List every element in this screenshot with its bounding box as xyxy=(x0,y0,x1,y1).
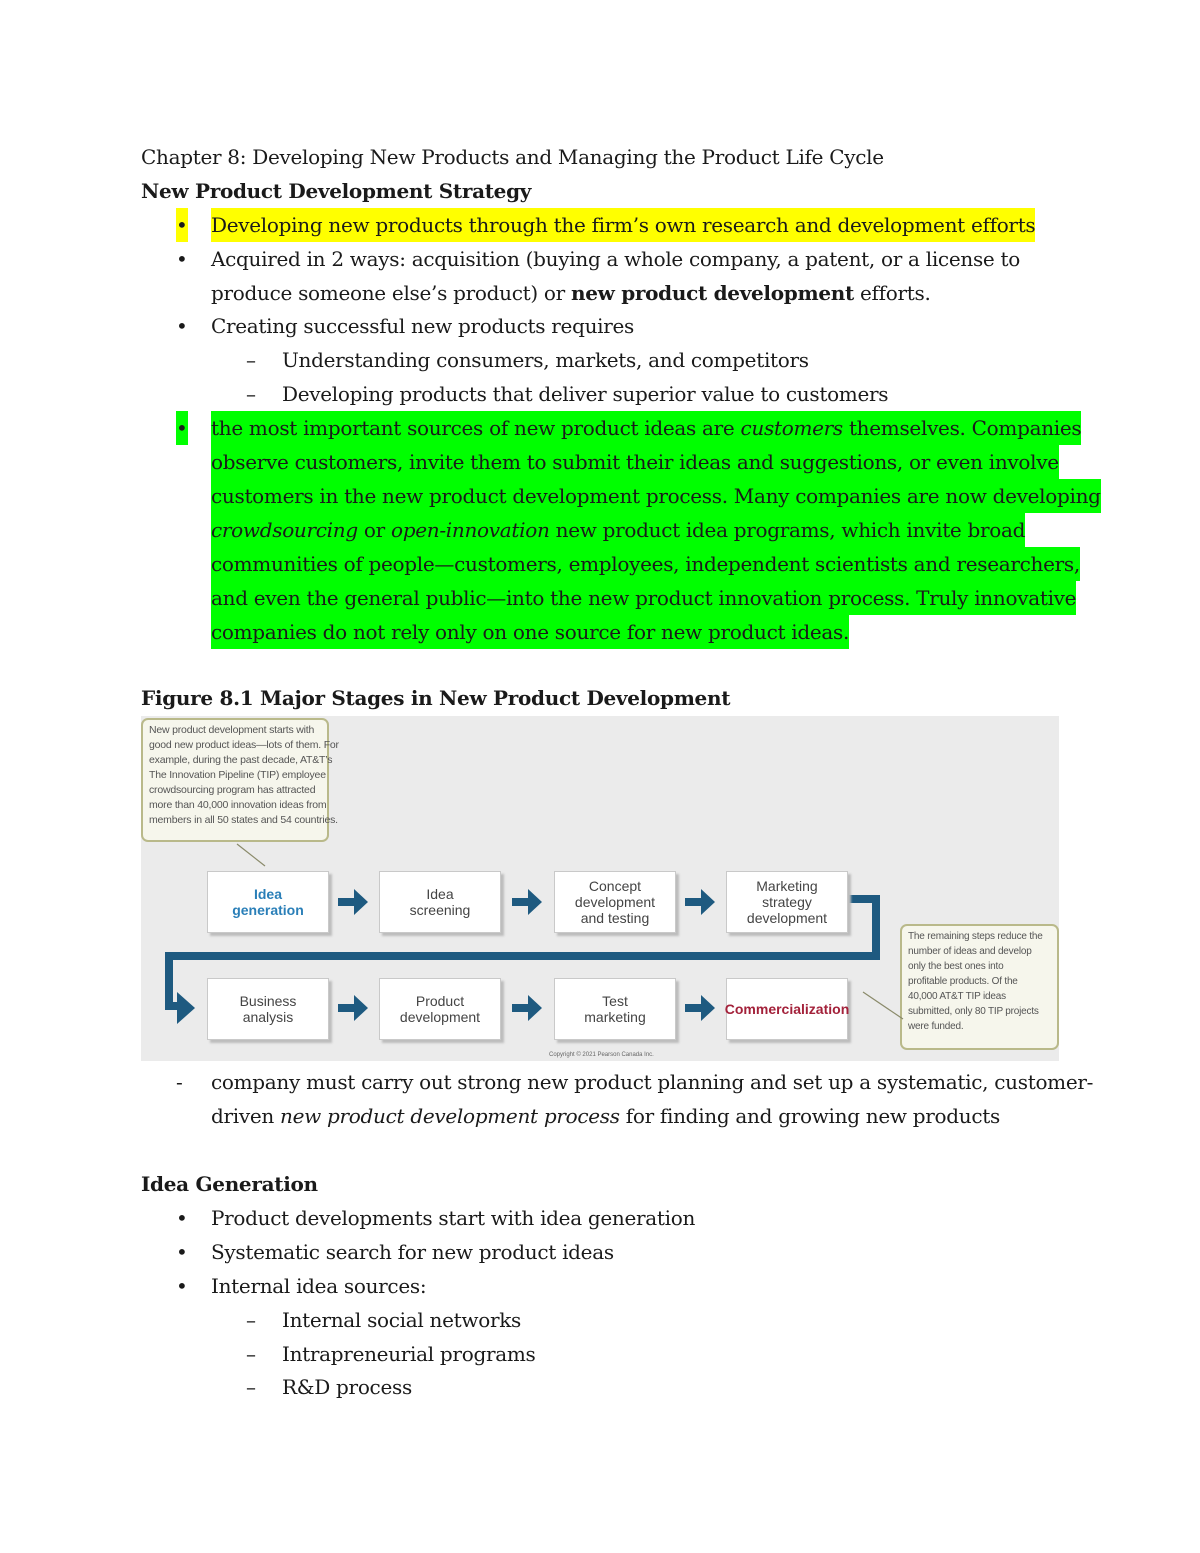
highlighted-text: and even the general public—into the new product innovation process. Truly innovative xyxy=(211,581,1076,615)
list-text: Creating successful new products requires xyxy=(211,314,635,338)
process-diagram xyxy=(141,716,1059,1061)
section-heading-strategy: New Product Development Strategy xyxy=(141,179,532,203)
highlighted-text: customers in the new product development process. Many companies are now developing xyxy=(211,479,1101,513)
highlighted-text: crowdsourcing or open-innovation new product idea programs, which invite broad xyxy=(211,513,1025,547)
section-heading-idea-generation: Idea Generation xyxy=(141,1172,318,1196)
dash-icon: – xyxy=(246,1308,256,1332)
highlighted-text: Developing new products through the firm’s own research and development efforts xyxy=(211,208,1035,242)
bullet-icon: • xyxy=(176,1274,188,1298)
sub-list-text: Understanding consumers, markets, and competitors xyxy=(282,348,809,372)
bullet-icon: • xyxy=(176,411,188,445)
list-text: Systematic search for new product ideas xyxy=(211,1240,614,1264)
stage-business-analysis: Business analysis xyxy=(207,978,329,1040)
stage-idea-generation: Idea generation xyxy=(207,871,329,933)
sub-list-text: R&D process xyxy=(282,1375,412,1399)
dash-icon: – xyxy=(246,382,256,406)
bullet-icon: • xyxy=(176,314,188,338)
callout-right: The remaining steps reduce the number of ideas and develop only the best ones into profitable products. Of the 40,000 AT&T TIP ideas submitted, only 80 TIP projects were funded. xyxy=(900,924,1059,1050)
stage-concept-development: Concept development and testing xyxy=(554,871,676,933)
arrow-right-icon xyxy=(683,886,717,918)
dash-icon: - xyxy=(176,1070,183,1094)
list-text: Acquired in 2 ways: acquisition (buying a whole company, a patent, or a license to xyxy=(211,247,1020,271)
sub-list-text: Intrapreneurial programs xyxy=(282,1342,536,1366)
bullet-icon: • xyxy=(176,247,188,271)
highlighted-text: observe customers, invite them to submit their ideas and suggestions, or even involve xyxy=(211,445,1059,479)
stage-product-development: Product development xyxy=(379,978,501,1040)
bullet-icon: • xyxy=(176,1240,188,1264)
list-text: produce someone else’s product) or new product development efforts. xyxy=(211,281,931,305)
highlighted-text: the most important sources of new product ideas are customers themselves. Companies xyxy=(211,411,1081,445)
list-text: driven new product development process for finding and growing new products xyxy=(211,1104,1000,1128)
dash-icon: – xyxy=(246,348,256,372)
stage-commercialization: Commercialization xyxy=(726,978,848,1040)
stage-test-marketing: Test marketing xyxy=(554,978,676,1040)
bullet-icon: • xyxy=(176,208,188,242)
dash-icon: – xyxy=(246,1342,256,1366)
chapter-title: Chapter 8: Developing New Products and Managing the Product Life Cycle xyxy=(141,145,884,169)
highlighted-text: companies do not rely only on one source for new product ideas. xyxy=(211,615,849,649)
stage-marketing-strategy: Marketing strategy development xyxy=(726,871,848,933)
arrow-right-icon xyxy=(683,992,717,1024)
figure-caption: Figure 8.1 Major Stages in New Product Development xyxy=(141,686,731,710)
callout-left: New product development starts with good new product ideas—lots of them. For example, during the past decade, AT&T’s The Innovation Pipeline (TIP) employee crowdsourcing program has attracted more than 40,000 innovation ideas from members in all 50 states and 54 countries. xyxy=(141,718,329,842)
list-text: company must carry out strong new product planning and set up a systematic, customer- xyxy=(211,1070,1094,1094)
stage-idea-screening: Idea screening xyxy=(379,871,501,933)
sub-list-text: Internal social networks xyxy=(282,1308,522,1332)
arrow-right-icon xyxy=(510,886,544,918)
dash-icon: – xyxy=(246,1375,256,1399)
list-text: Product developments start with idea generation xyxy=(211,1206,696,1230)
arrow-right-icon xyxy=(336,992,370,1024)
highlighted-text: communities of people—customers, employees, independent scientists and researchers, xyxy=(211,547,1080,581)
arrow-right-icon xyxy=(510,992,544,1024)
sub-list-text: Developing products that deliver superior value to customers xyxy=(282,382,889,406)
list-text: Internal idea sources: xyxy=(211,1274,427,1298)
bullet-icon: • xyxy=(176,1206,188,1230)
arrow-right-icon xyxy=(336,886,370,918)
bold-term: new product development xyxy=(570,281,854,305)
copyright-notice: Copyright © 2021 Pearson Canada Inc. xyxy=(549,1052,654,1058)
